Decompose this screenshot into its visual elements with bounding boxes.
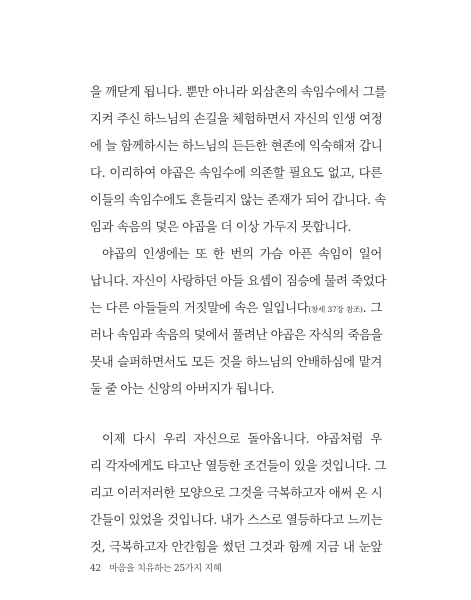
- body-line-9: [90, 295, 382, 321]
- body-line-2: 지켜 주신 하느님의 손길을 체험하면서 자신의 인생 여정: [90, 111, 383, 126]
- body-line-14: 리 각자에게도 타고난 열등한 조건들이 있을 것입니다. 그: [90, 458, 386, 473]
- body-line-16: 간들이 있었을 것입니다. 내가 스스로 열등하다고 느끼는: [90, 512, 383, 527]
- body-line-10: 러나 속임과 속음의 덫에서 풀려난 야곱은 자식의 죽음을: [90, 327, 383, 342]
- body-line-3: 에 늘 함께하시는 하느님의 든든한 현존에 익숙해져 갑니: [90, 138, 383, 153]
- page-number: 42: [90, 564, 102, 574]
- body-line-9-text: 는 다른 아들들의 거짓말에 속은 일입니다: [90, 300, 309, 315]
- body-line-1: 을 깨닫게 됩니다. 뿐만 아니라 외삼촌의 속임수에서 그를: [90, 84, 386, 99]
- body-line-6: 임과 속음의 덫은 야곱을 더 이상 가두지 못합니다.: [90, 219, 352, 234]
- body-line-17: 것, 극복하고자 안간힘을 썼던 그것과 함께 지금 내 눈앞: [90, 539, 382, 554]
- body-line-15: 리고 이러저러한 모양으로 그것을 극복하고자 애써 온 시: [90, 485, 383, 500]
- body-line-12: 둘 줄 아는 신앙의 아버지가 됩니다.: [90, 381, 275, 396]
- body-line-5: 이들의 속임수에도 흔들리지 않는 존재가 되어 갑니다. 속: [90, 192, 386, 207]
- body-line-8: 납니다. 자신이 사랑하던 아들 요셉이 짐승에 물려 죽었다: [90, 273, 386, 288]
- book-title: 마음을 치유하는 25가지 지혜: [109, 564, 222, 574]
- body-line-9-tail: . 그: [362, 300, 382, 315]
- body-line-4: 다. 이리하여 야곱은 속임수에 의존할 필요도 없고, 다른: [90, 165, 382, 180]
- body-line-13: 이제 다시 우리 자신으로 돌아옵니다. 야곱처럼 우: [102, 431, 382, 446]
- bible-reference: (창세 37장 참조): [308, 305, 363, 314]
- body-line-7: 야곱의 인생에는 또 한 번의 가슴 아픈 속임이 일어: [102, 246, 382, 261]
- page-footer: [90, 561, 222, 577]
- body-line-11: 못내 슬퍼하면서도 모든 것을 하느님의 안배하심에 맡겨: [90, 354, 382, 369]
